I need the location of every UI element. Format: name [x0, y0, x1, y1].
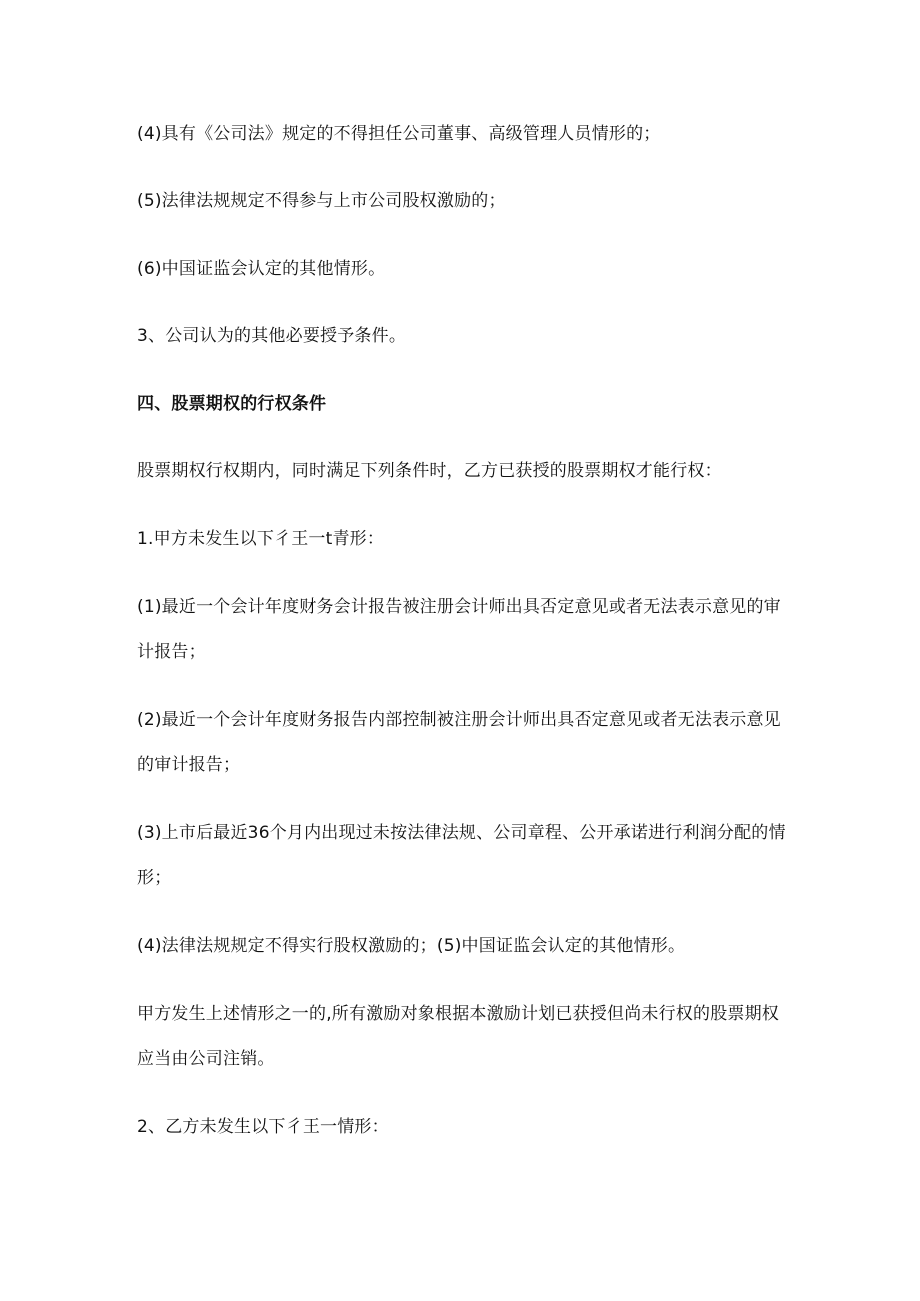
- section-intro: 股票期权行权期内，同时满足下列条件时，乙方已获授的股票期权才能行权：: [137, 461, 722, 481]
- paragraph-item-2-line-1: (2)最近一个会计年度财务报告内部控制被注册会计师出具否定意见或者无法表示意见: [137, 710, 781, 730]
- paragraph-item-3-line-1: (3)上市后最近36个月内出现过未按法律法规、公司章程、公开承诺进行利润分配的情: [137, 823, 786, 843]
- paragraph-items-4-5: (4)法律法规规定不得实行股权激励的；(5)中国证监会认定的其他情形。: [137, 936, 686, 956]
- paragraph-item-1-line-1: (1)最近一个会计年度财务会计报告被注册会计师出具否定意见或者无法表示意见的审: [137, 597, 781, 617]
- paragraph-item-4: (4)具有《公司法》规定的不得担任公司董事、高级管理人员情形的；: [137, 124, 661, 144]
- paragraph-item-5: (5)法律法规规定不得参与上市公司股权激励的；: [137, 191, 506, 211]
- paragraph-item-3-line-2: 形；: [137, 868, 172, 888]
- paragraph-condition-2: 2、乙方未发生以下彳王一情形：: [137, 1117, 389, 1137]
- paragraph-condition-3: 3、公司认为的其他必要授予条件。: [137, 326, 407, 346]
- paragraph-consequence-line-1: 甲方发生上述情形之一的,所有激励对象根据本激励计划已获授但尚未行权的股票期权: [137, 1004, 780, 1024]
- section-heading: 四、股票期权的行权条件: [137, 394, 327, 414]
- paragraph-item-6: (6)中国证监会认定的其他情形。: [137, 259, 386, 279]
- paragraph-item-2-line-2: 的审计报告；: [137, 755, 241, 775]
- paragraph-item-1-line-2: 计报告；: [137, 642, 206, 662]
- paragraph-consequence-line-2: 应当由公司注销。: [137, 1049, 275, 1069]
- paragraph-condition-1: 1.甲方未发生以下彳王一t青形：: [137, 529, 385, 549]
